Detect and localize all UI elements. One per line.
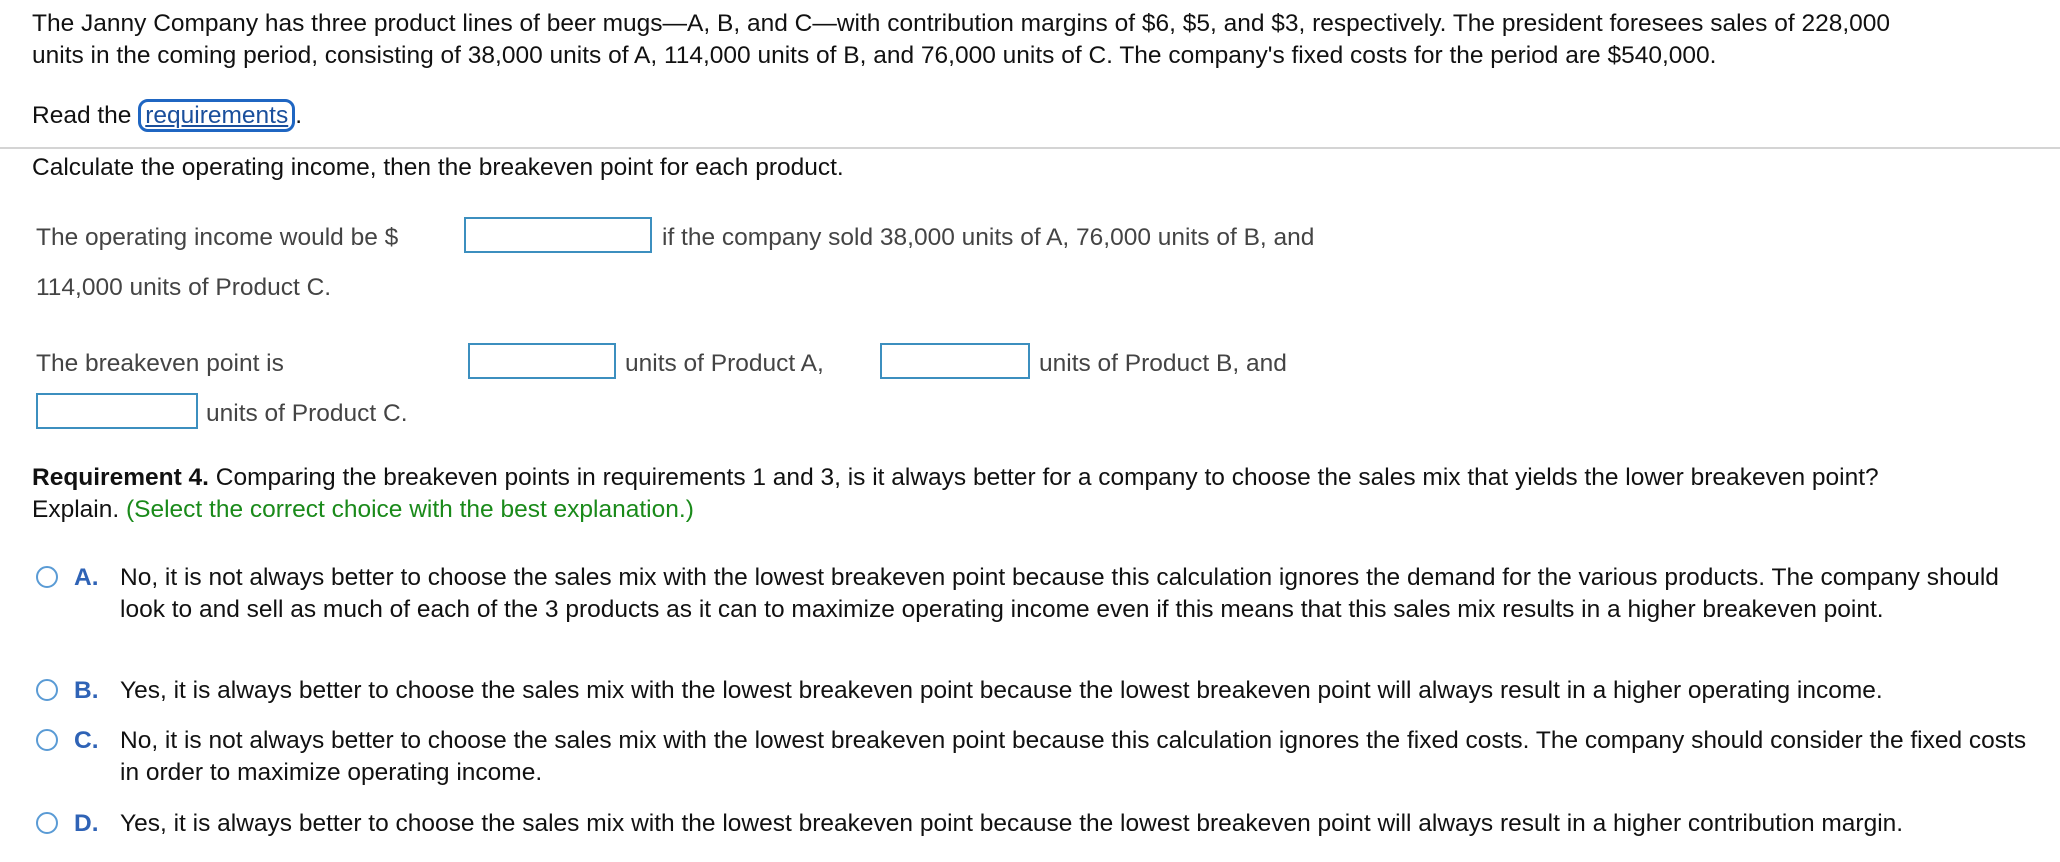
choice-a-radio[interactable]: [36, 566, 58, 588]
choice-a-text: No, it is not always better to choose the sales mix with the lowest breakeven point because this calculation ignores the demand for the various products. The company should look to and sell as much of each of the 3 products as it can to maximize operating income even if this means that this sales mix results in a higher breakeven point.: [120, 564, 1999, 623]
read-prefix: Read the: [32, 102, 139, 129]
choice-c[interactable]: [36, 725, 2036, 789]
breakeven-c-input[interactable]: [36, 393, 198, 429]
choice-a[interactable]: [36, 562, 2036, 626]
requirement-4-text: Comparing the breakeven points in requirements 1 and 3, is it always better for a company to choose the sales mix that yields the lower breakeven point?: [209, 464, 1879, 491]
choice-d-radio[interactable]: [36, 812, 58, 834]
operating-income-input[interactable]: [464, 217, 652, 253]
operating-income-suffix: 114,000 units of Product C.: [36, 274, 332, 301]
choice-d[interactable]: [36, 808, 2036, 840]
choice-b[interactable]: [36, 675, 2036, 707]
requirement-4-question: [32, 462, 2032, 526]
section-divider: [0, 147, 2060, 149]
choice-b-text: Yes, it is always better to choose the sales mix with the lowest breakeven point because the lowest breakeven point will always result in a higher operating income.: [120, 677, 1883, 704]
problem-line-2: units in the coming period, consisting of 38,000 units of A, 114,000 units of B, and 76,000 units of C. The company's fixed costs for the period are $540,000.: [32, 42, 1717, 69]
breakeven-a-label: units of Product A,: [625, 350, 824, 377]
instruction-text: Calculate the operating income, then the breakeven point for each product.: [32, 154, 844, 181]
problem-statement: [32, 8, 2032, 72]
breakeven-b-input[interactable]: [880, 343, 1030, 379]
choice-c-radio[interactable]: [36, 729, 58, 751]
requirement-4-label: Requirement 4.: [32, 464, 209, 491]
choice-c-letter: C.: [74, 727, 99, 754]
requirements-link[interactable]: requirements: [138, 99, 295, 132]
choice-b-letter: B.: [74, 677, 99, 704]
problem-line-1: The Janny Company has three product lines of beer mugs—A, B, and C—with contribution margins of $6, $5, and $3, respectively. The president foresees sales of 228,000: [32, 10, 1891, 37]
requirement-4-explain: Explain.: [32, 496, 126, 523]
choice-c-text: No, it is not always better to choose the sales mix with the lowest breakeven point because this calculation ignores the fixed costs. The company should consider the fixed costs in order to maximize operating income.: [120, 727, 2027, 786]
breakeven-b-label: units of Product B, and: [1039, 350, 1287, 377]
read-requirements-line: [32, 100, 302, 132]
operating-income-prefix: The operating income would be $: [36, 224, 399, 251]
breakeven-prefix: The breakeven point is: [36, 350, 284, 377]
breakeven-a-input[interactable]: [468, 343, 616, 379]
requirement-4-hint: (Select the correct choice with the best explanation.): [125, 496, 694, 523]
breakeven-c-label: units of Product C.: [206, 400, 408, 427]
choice-d-text: Yes, it is always better to choose the sales mix with the lowest breakeven point because the lowest breakeven point will always result in a higher contribution margin.: [120, 810, 1904, 837]
choice-b-radio[interactable]: [36, 679, 58, 701]
read-suffix: .: [295, 102, 303, 129]
operating-income-middle: if the company sold 38,000 units of A, 76,000 units of B, and: [662, 224, 1315, 251]
choice-d-letter: D.: [74, 810, 99, 837]
choice-a-letter: A.: [74, 564, 99, 591]
